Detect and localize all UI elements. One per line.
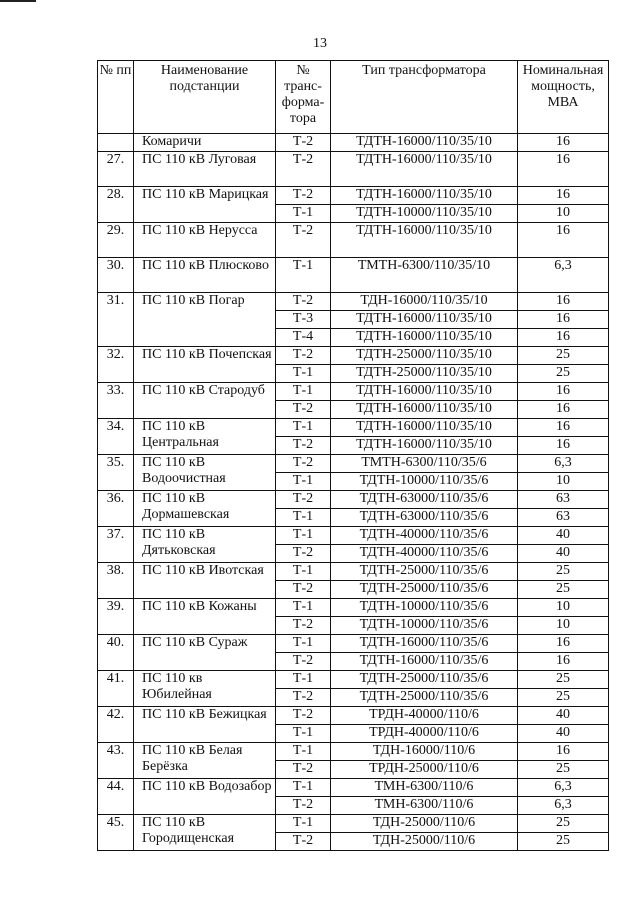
transformer-type: ТМТН-6300/110/35/6 [331,455,518,473]
rated-power: 40 [518,725,609,743]
transformer-type: ТДТН-10000/110/35/6 [331,617,518,635]
substation-name: ПС 110 кВ Стародуб [134,383,276,419]
substation-name: ПС 110 кВ Дормашевская [134,491,276,527]
row-number [98,134,134,152]
transformer-type: ТДТН-16000/110/35/10 [331,329,518,347]
rated-power: 25 [518,563,609,581]
row-number: 35. [98,455,134,491]
table-row [98,563,609,581]
transformer-type: ТДТН-10000/110/35/6 [331,599,518,617]
rated-power: 25 [518,689,609,707]
transformer-type: ТДТН-40000/110/35/6 [331,545,518,563]
rated-power: 63 [518,491,609,509]
row-number: 37. [98,527,134,563]
transformer-type: ТРДН-40000/110/6 [331,725,518,743]
rated-power: 25 [518,761,609,779]
table-body [98,134,609,851]
rated-power: 16 [518,401,609,419]
transformer-type: ТДН-16000/110/35/10 [331,293,518,311]
transformer-number: Т-2 [276,401,331,419]
transformer-type: ТДТН-16000/110/35/10 [331,223,518,258]
transformer-number: Т-1 [276,509,331,527]
transformer-number: Т-2 [276,833,331,851]
transformer-number: Т-2 [276,797,331,815]
transformer-type: ТДТН-16000/110/35/10 [331,187,518,205]
substation-name: ПС 110 кВ Водоочистная [134,455,276,491]
transformer-type: ТРДН-25000/110/6 [331,761,518,779]
transformer-type: ТДТН-63000/110/35/6 [331,491,518,509]
row-number: 43. [98,743,134,779]
transformer-number: Т-1 [276,473,331,491]
substation-table-wrapper [97,60,609,851]
substation-name: ПС 110 кВ Белая Берёзка [134,743,276,779]
transformer-type: ТДТН-10000/110/35/10 [331,205,518,223]
transformer-number: Т-3 [276,311,331,329]
table-row [98,779,609,797]
row-number: 44. [98,779,134,815]
transformer-number: Т-4 [276,329,331,347]
row-number: 34. [98,419,134,455]
substation-name: ПС 110 кВ Марицкая [134,187,276,223]
table-row [98,743,609,761]
transformer-type: ТДТН-25000/110/35/10 [331,365,518,383]
transformer-type: ТДТН-16000/110/35/10 [331,311,518,329]
row-number: 39. [98,599,134,635]
transformer-number: Т-1 [276,563,331,581]
transformer-number: Т-1 [276,599,331,617]
transformer-number: Т-1 [276,365,331,383]
header-transformer-num: № транс-форма-тора [276,61,331,134]
rated-power: 16 [518,329,609,347]
rated-power: 40 [518,527,609,545]
rated-power: 25 [518,365,609,383]
header-substation-name: Наименование подстанции [134,61,276,134]
table-row [98,134,609,152]
transformer-number: Т-2 [276,581,331,599]
transformer-number: Т-2 [276,761,331,779]
transformer-number: Т-1 [276,779,331,797]
transformer-type: ТДТН-40000/110/35/6 [331,527,518,545]
transformer-type: ТДТН-16000/110/35/10 [331,134,518,152]
rated-power: 6,3 [518,455,609,473]
substation-name: ПС 110 кВ Водозабор [134,779,276,815]
substation-name: ПС 110 кВ Городищенская [134,815,276,851]
transformer-type: ТМН-6300/110/6 [331,797,518,815]
table-header-row [98,61,609,134]
row-number: 40. [98,635,134,671]
table-row [98,347,609,365]
rated-power: 10 [518,617,609,635]
transformer-type: ТДТН-16000/110/35/6 [331,635,518,653]
rated-power: 25 [518,671,609,689]
page-number: 13 [313,36,327,51]
transformer-number: Т-1 [276,205,331,223]
table-row [98,152,609,187]
row-number: 31. [98,293,134,347]
row-number: 27. [98,152,134,187]
table-row [98,491,609,509]
rated-power: 25 [518,833,609,851]
rated-power: 6,3 [518,797,609,815]
rated-power: 16 [518,419,609,437]
transformer-number: Т-2 [276,689,331,707]
transformer-type: ТДТН-16000/110/35/10 [331,383,518,401]
table-row [98,815,609,833]
rated-power: 10 [518,473,609,491]
transformer-number: Т-1 [276,258,331,293]
substation-name: ПС 110 кВ Бежицкая [134,707,276,743]
transformer-number: Т-2 [276,187,331,205]
substation-name: ПС 110 кв Юбилейная [134,671,276,707]
transformer-number: Т-1 [276,743,331,761]
rated-power: 16 [518,152,609,187]
transformer-type: ТДН-25000/110/6 [331,815,518,833]
row-number: 45. [98,815,134,851]
rated-power: 16 [518,743,609,761]
transformer-number: Т-2 [276,491,331,509]
transformer-number: Т-2 [276,293,331,311]
transformer-type: ТДН-16000/110/6 [331,743,518,761]
row-number: 42. [98,707,134,743]
transformer-type: ТМТН-6300/110/35/10 [331,258,518,293]
rated-power: 25 [518,581,609,599]
table-row [98,419,609,437]
row-number: 29. [98,223,134,258]
transformer-number: Т-1 [276,383,331,401]
substation-name: Комаричи [134,134,276,152]
table-row [98,599,609,617]
table-row [98,258,609,293]
table-row [98,455,609,473]
transformer-number: Т-1 [276,671,331,689]
transformer-type: ТДТН-25000/110/35/6 [331,563,518,581]
row-number: 32. [98,347,134,383]
rated-power: 16 [518,383,609,401]
row-number: 38. [98,563,134,599]
rated-power: 16 [518,134,609,152]
transformer-type: ТДН-25000/110/6 [331,833,518,851]
table-row [98,671,609,689]
transformer-type: ТДТН-25000/110/35/6 [331,581,518,599]
rated-power: 16 [518,293,609,311]
transformer-number: Т-1 [276,635,331,653]
substation-name: ПС 110 кВ Почепская [134,347,276,383]
row-number: 30. [98,258,134,293]
table-row [98,383,609,401]
transformer-number: Т-2 [276,152,331,187]
transformer-number: Т-2 [276,455,331,473]
header-rated-power: Номинальная мощность, МВА [518,61,609,134]
substation-name: ПС 110 кВ Кожаны [134,599,276,635]
rated-power: 16 [518,187,609,205]
transformer-type: ТМН-6300/110/6 [331,779,518,797]
table-row [98,527,609,545]
transformer-number: Т-2 [276,617,331,635]
row-number: 41. [98,671,134,707]
transformer-type: ТДТН-16000/110/35/6 [331,653,518,671]
rated-power: 40 [518,545,609,563]
transformer-type: ТРДН-40000/110/6 [331,707,518,725]
transformer-type: ТДТН-25000/110/35/6 [331,689,518,707]
transformer-type: ТДТН-25000/110/35/10 [331,347,518,365]
rated-power: 16 [518,653,609,671]
rated-power: 16 [518,437,609,455]
table-row [98,635,609,653]
substation-name: ПС 110 кВ Ивотская [134,563,276,599]
table-row [98,293,609,311]
table-row [98,707,609,725]
substation-transformer-table [97,60,609,851]
rated-power: 25 [518,347,609,365]
transformer-type: ТДТН-63000/110/35/6 [331,509,518,527]
row-number: 36. [98,491,134,527]
substation-name: ПС 110 кВ Плюсково [134,258,276,293]
table-row [98,187,609,205]
table-row [98,223,609,258]
rated-power: 16 [518,311,609,329]
rated-power: 10 [518,205,609,223]
rated-power: 16 [518,223,609,258]
rated-power: 6,3 [518,779,609,797]
transformer-number: Т-2 [276,134,331,152]
transformer-type: ТДТН-16000/110/35/10 [331,401,518,419]
rated-power: 6,3 [518,258,609,293]
header-transformer-type: Тип трансформатора [331,61,518,134]
transformer-number: Т-1 [276,815,331,833]
substation-name: ПС 110 кВ Дятьковская [134,527,276,563]
transformer-number: Т-2 [276,707,331,725]
header-num: № пп [98,61,134,134]
substation-name: ПС 110 кВ Центральная [134,419,276,455]
transformer-type: ТДТН-16000/110/35/10 [331,419,518,437]
rated-power: 25 [518,815,609,833]
row-number: 33. [98,383,134,419]
transformer-type: ТДТН-10000/110/35/6 [331,473,518,491]
scan-edge-mark [0,0,36,2]
rated-power: 63 [518,509,609,527]
transformer-number: Т-1 [276,725,331,743]
transformer-number: Т-2 [276,653,331,671]
transformer-number: Т-2 [276,437,331,455]
transformer-number: Т-1 [276,419,331,437]
rated-power: 40 [518,707,609,725]
rated-power: 10 [518,599,609,617]
transformer-number: Т-2 [276,347,331,365]
substation-name: ПС 110 кВ Луговая [134,152,276,187]
transformer-type: ТДТН-16000/110/35/10 [331,437,518,455]
transformer-number: Т-2 [276,545,331,563]
transformer-type: ТДТН-16000/110/35/10 [331,152,518,187]
transformer-type: ТДТН-25000/110/35/6 [331,671,518,689]
rated-power: 16 [518,635,609,653]
transformer-number: Т-1 [276,527,331,545]
substation-name: ПС 110 кВ Нерусса [134,223,276,258]
substation-name: ПС 110 кВ Погар [134,293,276,347]
substation-name: ПС 110 кВ Сураж [134,635,276,671]
transformer-number: Т-2 [276,223,331,258]
row-number: 28. [98,187,134,223]
